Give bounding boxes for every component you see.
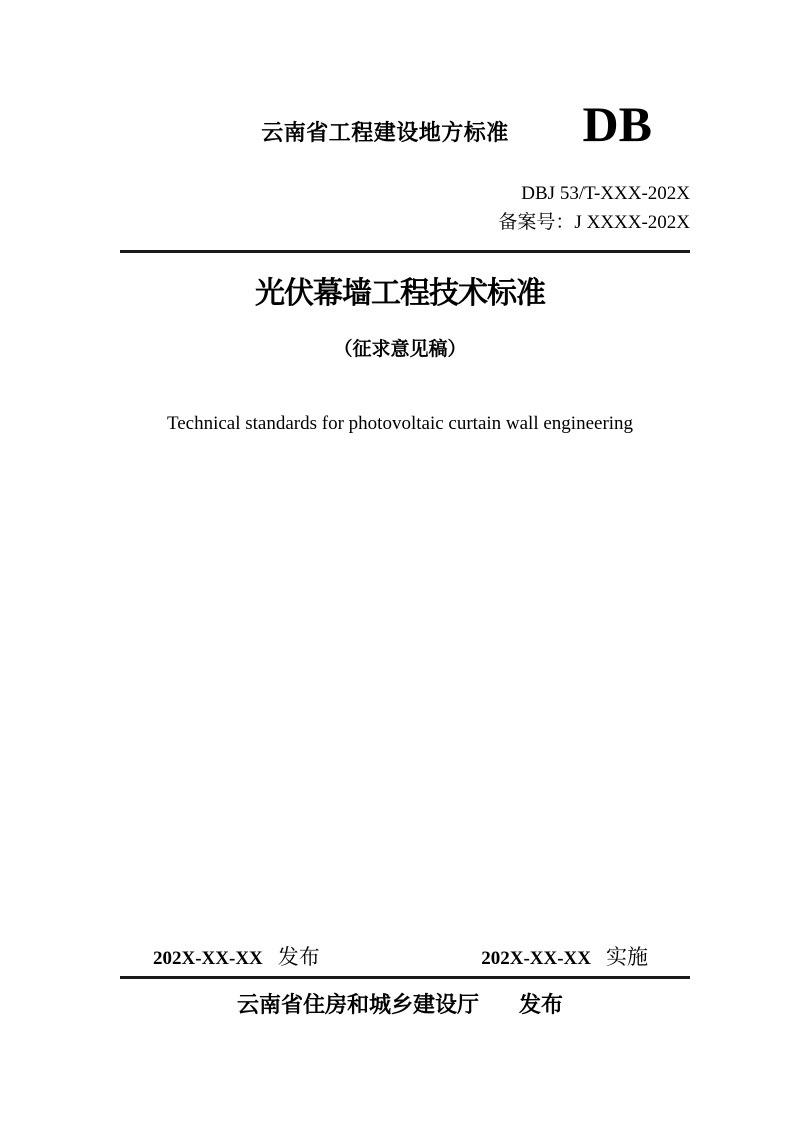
document-title-english: Technical standards for photovoltaic curtain wall engineering	[166, 413, 634, 434]
publisher-name: 云南省住房和城乡建设厅	[236, 992, 479, 1017]
release-date-block	[153, 941, 320, 971]
implementation-label: 实施	[606, 946, 648, 969]
db-standard-mark: DB	[582, 96, 652, 152]
publisher-row	[0, 991, 800, 1019]
standard-number: DBJ 53/T-XXX-202X	[521, 183, 690, 204]
document-title-chinese: 光伏幕墙工程技术标准	[255, 277, 545, 310]
publisher-action-label: 发布	[519, 992, 564, 1017]
record-number: 备案号：J XXXX-202X	[498, 212, 690, 233]
dates-row	[120, 941, 690, 971]
release-label: 发布	[277, 946, 320, 969]
standard-category-heading: 云南省工程建设地方标准	[261, 120, 509, 145]
release-date: 202X-XX-XX	[153, 948, 263, 969]
standard-number-block	[498, 179, 690, 237]
draft-note: （征求意见稿）	[333, 339, 467, 360]
bottom-rule	[120, 976, 690, 979]
implementation-date-block	[481, 941, 648, 971]
top-rule	[120, 250, 690, 253]
implementation-date: 202X-XX-XX	[481, 948, 591, 969]
